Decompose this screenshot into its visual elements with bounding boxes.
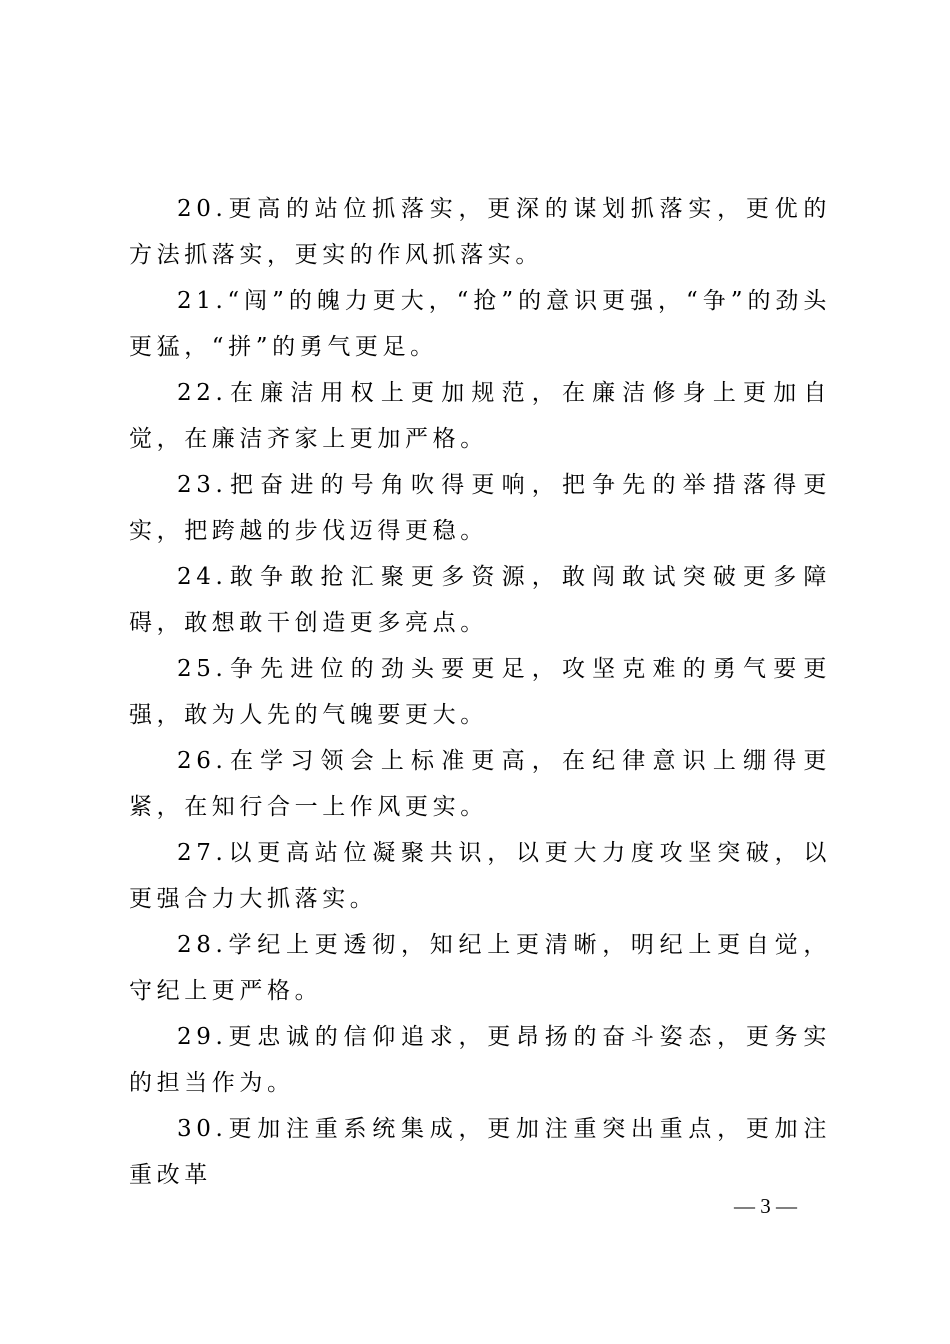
paragraph-27: 27.以更高站位凝聚共识，以更大力度攻坚突破，以更强合力大抓落实。	[129, 840, 831, 912]
paragraph-25: 25.争先进位的劲头要更足，攻坚克难的勇气要更强，敢为人先的气魄要更大。	[129, 656, 831, 728]
paragraph-23: 23.把奋进的号角吹得更响，把争先的举措落得更实，把跨越的步伐迈得更稳。	[129, 472, 831, 544]
document-body	[129, 186, 831, 1198]
page-number: — 3 —	[734, 1194, 797, 1218]
paragraph-21: 21.“闯”的魄力更大，“抢”的意识更强，“争”的劲头更猛，“拼”的勇气更足。	[129, 288, 831, 360]
paragraph-24: 24.敢争敢抢汇聚更多资源，敢闯敢试突破更多障碍，敢想敢干创造更多亮点。	[129, 564, 831, 636]
paragraph-26: 26.在学习领会上标准更高，在纪律意识上绷得更紧，在知行合一上作风更实。	[129, 748, 831, 820]
paragraph-20: 20.更高的站位抓落实，更深的谋划抓落实，更优的方法抓落实，更实的作风抓落实。	[129, 196, 831, 268]
paragraph-30: 30.更加注重系统集成，更加注重突出重点，更加注重改革	[129, 1116, 831, 1188]
paragraph-29: 29.更忠诚的信仰追求，更昂扬的奋斗姿态，更务实的担当作为。	[129, 1024, 831, 1096]
paragraph-28: 28.学纪上更透彻，知纪上更清晰，明纪上更自觉，守纪上更严格。	[129, 932, 831, 1004]
paragraph-22: 22.在廉洁用权上更加规范，在廉洁修身上更加自觉，在廉洁齐家上更加严格。	[129, 380, 831, 452]
